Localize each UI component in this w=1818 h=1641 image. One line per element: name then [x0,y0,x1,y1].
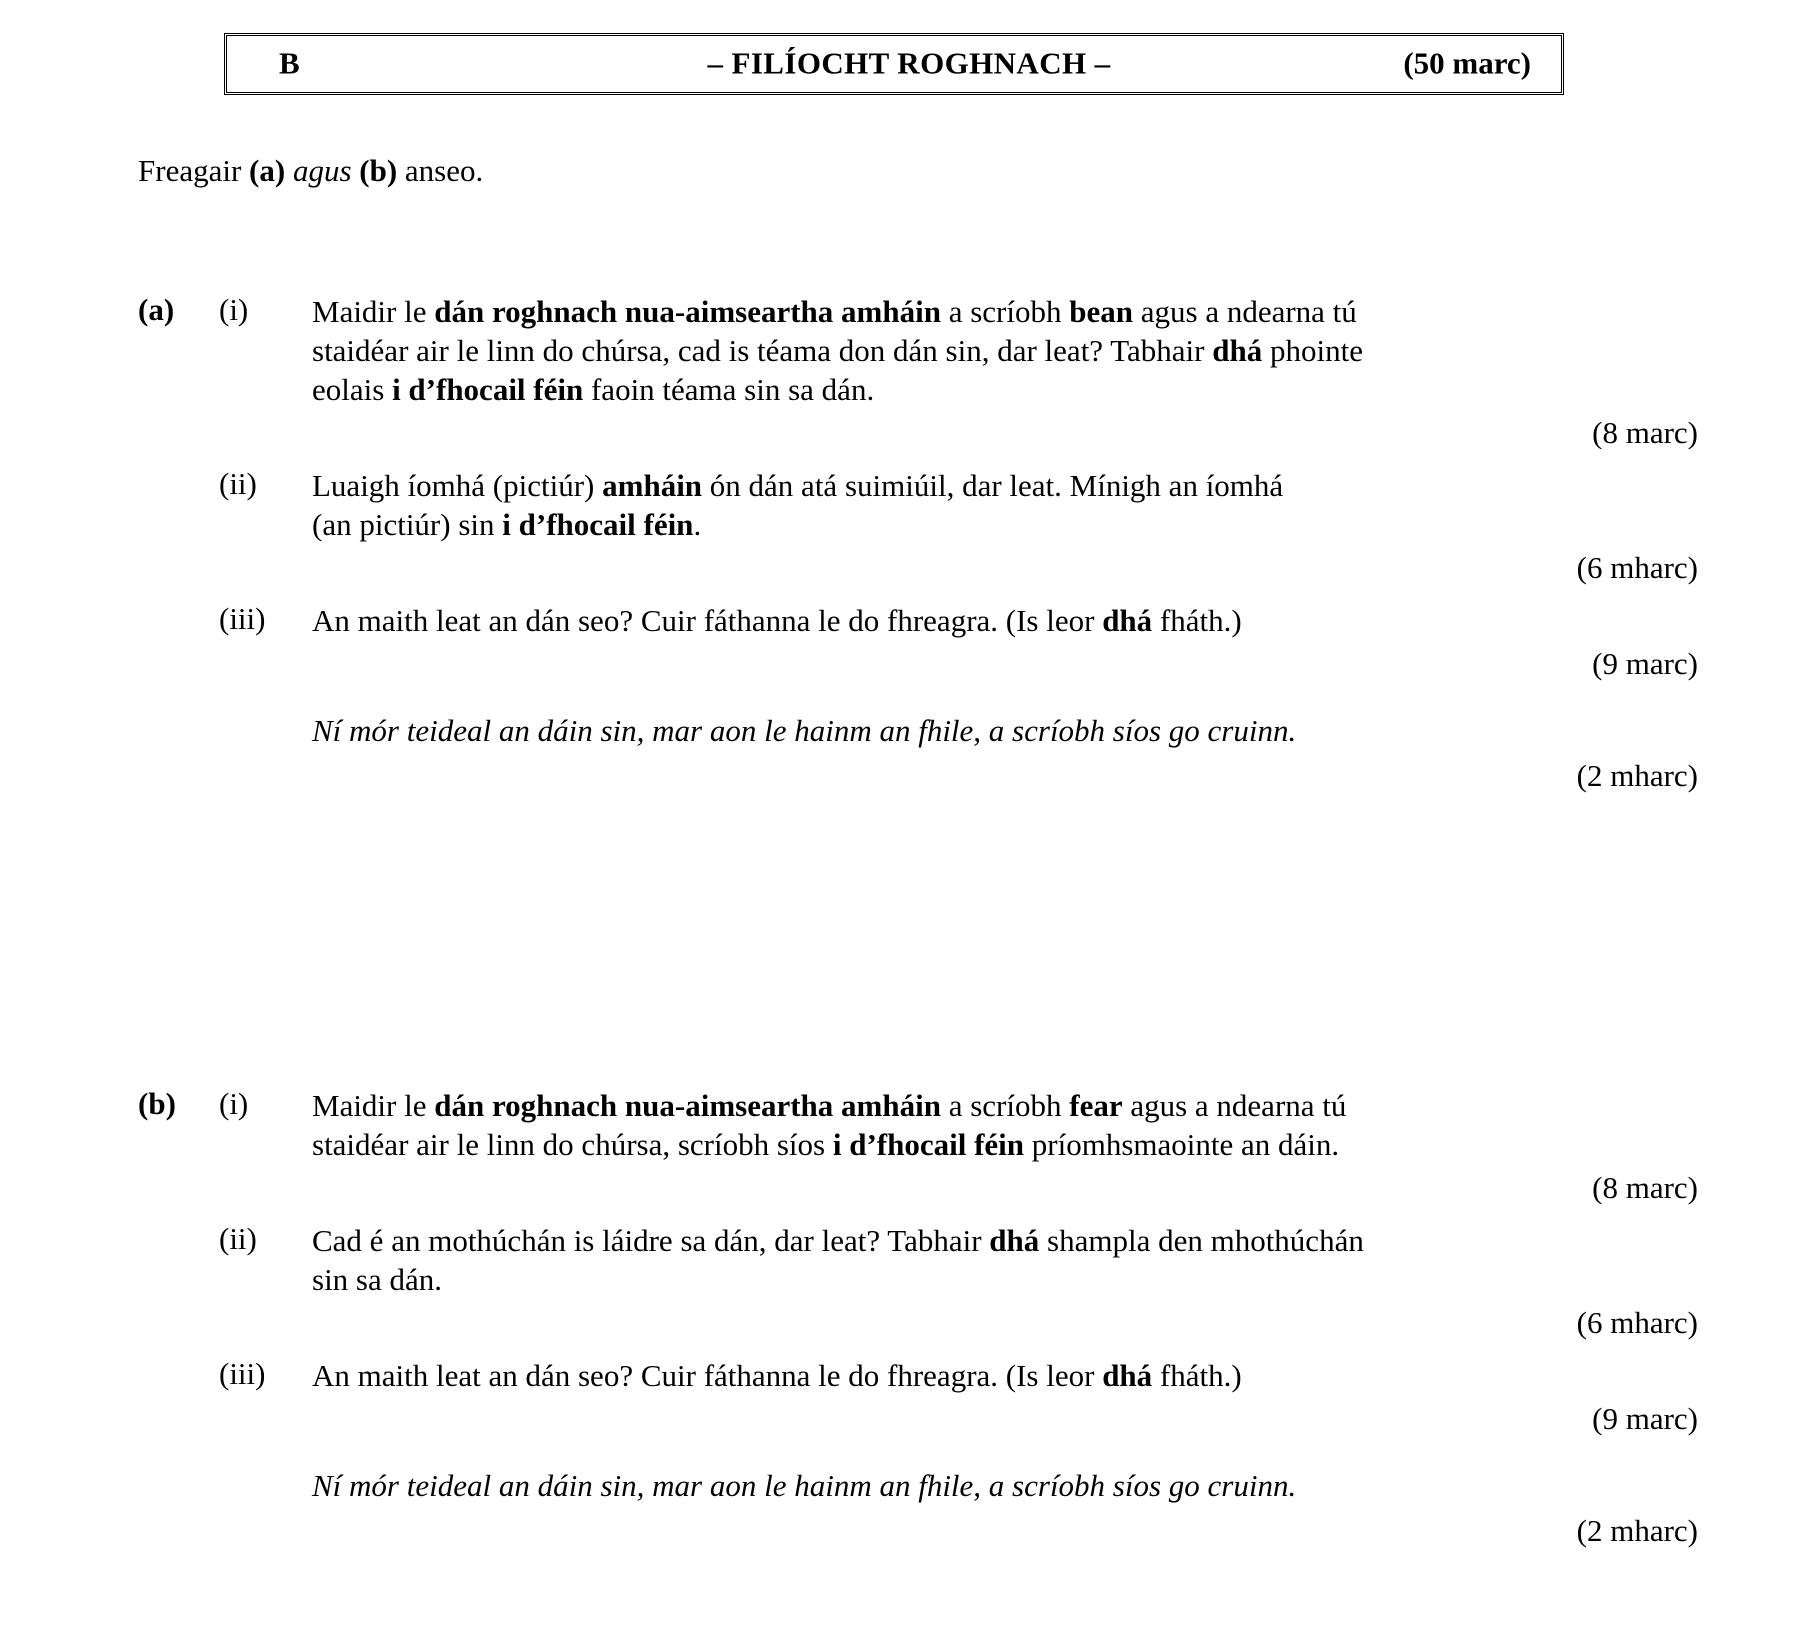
plain-text: shampla den mhothúchán [1039,1223,1364,1258]
title-author-note: Ní mór teideal an dáin sin, mar aon le hainm an fhile, a scríobh síos go cruinn. [312,1468,1297,1503]
section-title: – FILÍOCHT ROGHNACH – [707,45,1111,81]
subquestion-number: (ii) [219,466,257,501]
question-text [312,601,1552,640]
question-text-line [312,292,1552,331]
plain-text: fháth.) [1152,1358,1242,1393]
question-text-line [312,1221,1552,1260]
marks-allocation: (6 mharc) [1576,1305,1698,1340]
plain-text: An maith leat an dán seo? Cuir fáthanna le do fhreagra. (Is leor [312,1358,1103,1393]
section-letter: B [279,45,301,81]
question-text-line [312,466,1552,505]
intro-instruction [138,155,483,186]
subquestion-number: (iii) [219,601,266,636]
plain-text: Maidir le [312,294,435,329]
plain-text: Maidir le [312,1088,435,1123]
marks-allocation: (8 marc) [1592,1170,1698,1205]
plain-text: a scríobh [940,1088,1070,1123]
plain-text: príomhsmaointe an dáin. [1024,1127,1340,1162]
section-header-box [224,33,1564,95]
intro-italic-agus: agus [285,153,360,188]
emphasis-text: amháin [602,468,703,503]
plain-text: Luaigh íomhá (pictiúr) [312,468,603,503]
question-text [312,1356,1552,1395]
plain-text: An maith leat an dán seo? Cuir fáthanna le do fhreagra. (Is leor [312,603,1103,638]
question-text-line [312,601,1552,640]
intro-prefix: Freagair [138,153,250,188]
question-item [0,292,1818,450]
note-row [0,1468,1818,1548]
marks-allocation: (6 mharc) [1576,550,1698,585]
marks-allocation: (8 marc) [1592,415,1698,450]
intro-suffix: anseo. [397,153,484,188]
plain-text: a scríobh [940,294,1070,329]
emphasis-text: dhá [1102,1358,1153,1393]
subquestion-number: (i) [219,292,249,327]
plain-text: staidéar air le linn do chúrsa, scríobh síos [312,1127,833,1162]
question-text [312,1221,1552,1299]
plain-text: faoin téama sin sa dán. [583,372,875,407]
part-label: (b) [138,1086,176,1121]
intro-bold-a: (a) [249,153,286,188]
note-row [0,713,1818,793]
emphasis-text: dán roghnach nua-aimseartha amháin [434,294,941,329]
emphasis-text: bean [1069,294,1133,329]
section-header-inner [227,36,1561,92]
emphasis-text: fear [1069,1088,1123,1123]
emphasis-text: dhá [989,1223,1040,1258]
note-marks-allocation: (2 mharc) [1576,758,1698,793]
plain-text: fháth.) [1152,603,1242,638]
subquestion-number: (i) [219,1086,249,1121]
emphasis-text: i d’fhocail féin [832,1127,1025,1162]
emphasis-text: i d’fhocail féin [392,372,584,407]
intro-bold-b: (b) [359,153,398,188]
plain-text: agus a ndearna tú [1133,294,1357,329]
section-total-marks: (50 marc) [1403,45,1531,81]
plain-text: Cad é an mothúchán is láidre sa dán, dar leat? Tabhair [312,1223,990,1258]
plain-text: agus a ndearna tú [1122,1088,1347,1123]
question-item [0,466,1818,585]
question-item [0,1221,1818,1340]
note-marks-allocation: (2 mharc) [1576,1513,1698,1548]
plain-text: (an pictiúr) sin [312,507,503,542]
question-text [312,1086,1552,1164]
plain-text: sin sa dán. [312,1262,443,1297]
question-text [312,292,1552,409]
question-text-line [312,1260,1552,1299]
subquestion-number: (iii) [219,1356,266,1391]
marks-allocation: (9 marc) [1592,646,1698,681]
question-text-line [312,370,1552,409]
plain-text: staidéar air le linn do chúrsa, cad is téama don dán sin, dar leat? Tabhair [312,333,1213,368]
question-text-line [312,1086,1552,1125]
question-item [0,1086,1818,1205]
question-text-line [312,1125,1552,1164]
plain-text: eolais [312,372,393,407]
title-author-note: Ní mór teideal an dáin sin, mar aon le hainm an fhile, a scríobh síos go cruinn. [312,713,1297,748]
question-item [0,1356,1818,1436]
plain-text: . [693,507,702,542]
emphasis-text: dhá [1212,333,1263,368]
emphasis-text: dhá [1102,603,1153,638]
question-text-line [312,1356,1552,1395]
question-text-line [312,331,1552,370]
plain-text: phointe [1262,333,1363,368]
emphasis-text: i d’fhocail féin [502,507,694,542]
marks-allocation: (9 marc) [1592,1401,1698,1436]
part-label: (a) [138,292,175,327]
emphasis-text: dán roghnach nua-aimseartha amháin [434,1088,941,1123]
plain-text: ón dán atá suimiúil, dar leat. Mínigh an íomhá [702,468,1284,503]
subquestion-number: (ii) [219,1221,257,1256]
question-item [0,601,1818,681]
question-text-line [312,505,1552,544]
question-text [312,466,1552,544]
